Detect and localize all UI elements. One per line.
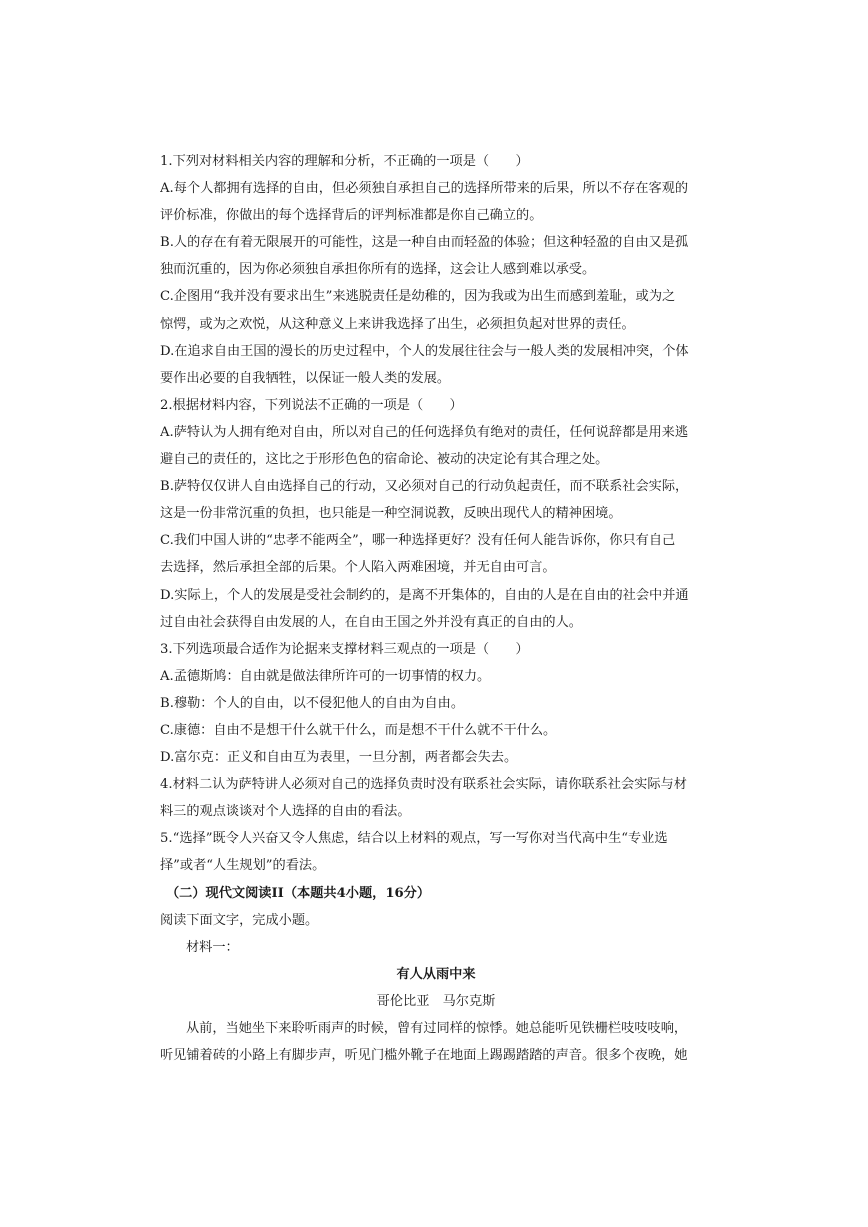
story-paragraph-line: 听见铺着砖的小路上有脚步声，听见门槛外靴子在地面上踢踢踏踏的声音。很多个夜晚，她: [160, 1048, 688, 1064]
question-1-stem: 1.下列对材料相关内容的理解和分析，不正确的一项是（ ）: [160, 154, 529, 169]
question-3-option-b: B.穆勒：个人的自由，以不侵犯他人的自由为自由。: [160, 695, 465, 711]
question-1-option-c-cont: 惊愕，或为之欢悦，从这种意义上来讲我选择了出生，必须担负起对世界的责任。: [160, 316, 635, 332]
question-2-option-b: B.萨特仅仅讲人自由选择自己的行动，又必须对自己的行动负起责任，而不联系社会实际，: [160, 479, 689, 495]
question-2-stem: 2.根据材料内容，下列说法不正确的一项是（ ）: [160, 397, 463, 413]
story-paragraph-line: 从前，当她坐下来聆听雨声的时候，曾有过同样的惊悸。她总能听见铁栅栏吱吱吱响，: [186, 1021, 688, 1036]
story-author: 哥伦比亚 马尔克斯: [376, 993, 496, 1009]
material-label: 材料一：: [186, 939, 239, 955]
document-page: [160, 148, 712, 1069]
question-2-option-d-cont: 过自由社会获得自由发展的人，在自由王国之外并没有真正的自由的人。: [160, 614, 582, 630]
question-5-stem-cont: 择”或者“人生规划”的看法。: [160, 858, 326, 874]
question-2-option-d: D.实际上，个人的发展是受社会制约的，是离不开集体的，自由的人是在自由的社会中并通: [160, 587, 689, 603]
question-2-option-a-cont: 避自己的责任的，这比之于形形色色的宿命论、被动的决定论有其合理之处。: [160, 452, 609, 468]
question-3-option-c: C.康德：自由不是想干什么就干什么，而是想不干什么就不干什么。: [160, 722, 557, 738]
question-4-stem: 4.材料二认为萨特讲人必须对自己的选择负责时没有联系社会实际，请你联系社会实际与材: [160, 777, 687, 793]
question-1-option-a: A.每个人都拥有选择的自由，但必须独自承担自己的选择所带来的后果，所以不存在客观的: [160, 181, 689, 197]
question-1-option-d: D.在追求自由王国的漫长的历史过程中，个人的发展往往会与一般人类的发展相冲突，个体: [160, 343, 689, 359]
question-1-option-b: B.人的存在有着无限展开的可能性，这是一种自由而轻盈的体验；但这种轻盈的自由又是孤: [160, 235, 689, 251]
question-3-option-a: A.孟德斯鸠：自由就是做法律所许可的一切事情的权力。: [160, 668, 491, 684]
question-1-option-d-cont: 要作出必要的自我牺牲，以保证一般人类的发展。: [160, 370, 451, 386]
question-2-option-a: A.萨特认为人拥有绝对自由，所以对自己的任何选择负有绝对的责任，任何说辞都是用来逃: [160, 424, 689, 440]
question-1-option-a-cont: 评价标准，你做出的每个选择背后的评判标准都是你自己确立的。: [160, 208, 543, 224]
question-2-option-c-cont: 去选择，然后承担全部的后果。个人陷入两难困境，并无自由可言。: [160, 560, 556, 576]
reading-instruction: 阅读下面文字，完成小题。: [160, 912, 319, 928]
story-title: 有人从雨中来: [396, 966, 476, 982]
question-5-stem: 5.“选择”既令人兴奋又令人焦虑，结合以上材料的观点，写一写你对当代高中生“专业选: [160, 831, 668, 847]
question-1-option-c: C.企图用“我并没有要求出生”来逃脱责任是幼稚的，因为我或为出生而感到羞耻，或为之: [160, 289, 676, 305]
question-2-option-c: C.我们中国人讲的“忠孝不能两全”，哪一种选择更好？没有任何人能告诉你，你只有自己: [160, 533, 676, 549]
question-2-option-b-cont: 这是一份非常沉重的负担，也只能是一种空洞说教，反映出现代人的精神困境。: [160, 506, 622, 522]
section-heading: （二）现代文阅读II（本题共4小题，16分）: [166, 885, 431, 901]
question-3-option-d: D.富尔克：正义和自由互为表里，一旦分割，两者都会失去。: [160, 750, 518, 766]
question-3-stem: 3.下列选项最合适作为论据来支撑材料三观点的一项是（ ）: [160, 641, 529, 657]
question-4-stem-cont: 料三的观点谈谈对个人选择的自由的看法。: [160, 804, 411, 820]
question-1-option-b-cont: 独而沉重的，因为你必须独自承担你所有的选择，这会让人感到难以承受。: [160, 262, 596, 278]
